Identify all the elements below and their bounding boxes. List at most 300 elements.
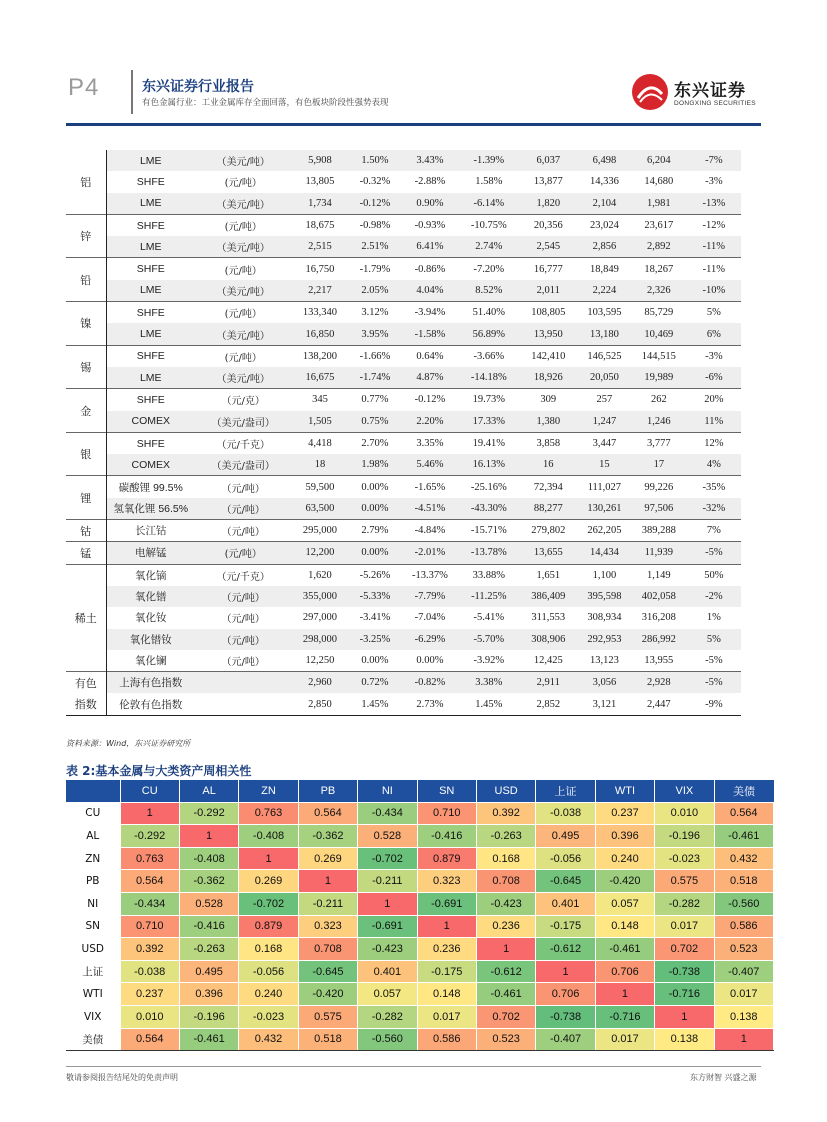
value-cell: -4.51% (401, 498, 458, 520)
value-cell: 2.70% (348, 432, 401, 454)
table-row (66, 629, 774, 650)
correlation-cell: 0.495 (536, 825, 595, 848)
correlation-cell: -0.408 (239, 825, 298, 848)
value-cell: 0.00% (348, 542, 401, 564)
header-row (66, 780, 774, 802)
row-header: CU (66, 802, 120, 825)
table-row (66, 672, 774, 694)
value-cell: 12% (686, 432, 741, 454)
value-cell: 13,180 (578, 323, 632, 345)
correlation-cell: -0.738 (536, 1005, 595, 1028)
correlation-cell: -0.196 (655, 825, 714, 848)
correlation-cell: -0.056 (536, 847, 595, 870)
value-cell: 63,500 (292, 498, 349, 520)
value-cell: 108,805 (519, 302, 578, 324)
value-cell: -7.79% (401, 586, 458, 607)
correlation-cell: 1 (536, 960, 595, 983)
value-cell: -5.70% (459, 629, 519, 650)
value-cell: 13,123 (589, 654, 619, 666)
row-header: SN (66, 915, 120, 938)
category-cell: 锂 (66, 476, 106, 520)
footer-rule (66, 1066, 761, 1067)
value-cell: -7% (686, 150, 741, 171)
exchange-cell: SHFE (106, 214, 195, 236)
correlation-cell: -0.461 (595, 938, 654, 961)
value-cell: -0.12% (348, 193, 401, 215)
value-cell: -3% (686, 345, 741, 367)
value-cell: 59,500 (292, 476, 349, 498)
table-row (66, 1028, 774, 1051)
value-cell: 130,261 (578, 498, 632, 520)
correlation-cell: 0.017 (655, 915, 714, 938)
value-cell: 6,204 (631, 150, 686, 171)
unit-cell: （美元/吨） (195, 280, 292, 302)
value-cell: 2,852 (519, 693, 578, 715)
exchange-cell: 氧化镧 (135, 654, 167, 667)
value-cell: 20,356 (519, 214, 578, 236)
table-row (66, 607, 774, 628)
value-cell: 4.87% (401, 367, 458, 389)
value-cell: 144,515 (631, 345, 686, 367)
table-row (66, 214, 774, 236)
value-cell: -1.65% (401, 476, 458, 498)
correlation-cell: 0.138 (655, 1028, 714, 1051)
value-cell: 0.00% (416, 654, 444, 666)
value-cell: -10% (686, 280, 741, 302)
correlation-cell: 0.432 (239, 1028, 298, 1051)
correlation-cell: -0.691 (358, 915, 417, 938)
row-header: ZN (66, 847, 120, 870)
value-cell: 0.64% (401, 345, 458, 367)
value-cell: -5% (686, 672, 741, 694)
value-cell: 6,037 (519, 150, 578, 171)
value-cell: -0.12% (401, 389, 458, 411)
correlation-cell: 0.401 (536, 892, 595, 915)
value-cell: 19,989 (631, 367, 686, 389)
value-cell: 133,340 (292, 302, 349, 324)
table-row (66, 411, 774, 433)
correlation-cell: -0.408 (179, 847, 238, 870)
correlation-cell: 0.017 (417, 1005, 476, 1028)
unit-cell: (元/吨） (195, 345, 292, 367)
table-row (66, 870, 774, 893)
value-cell: -0.82% (401, 672, 458, 694)
correlation-cell: 0.706 (595, 960, 654, 983)
correlation-cell: 0.879 (239, 915, 298, 938)
correlation-cell: 0.708 (298, 938, 357, 961)
exchange-cell: 长江钴 (106, 520, 195, 542)
unit-cell: （美元/吨） (195, 193, 292, 215)
exchange-cell: 氢氧化锂 56.5% (106, 498, 195, 520)
value-cell: -11% (686, 236, 741, 258)
correlation-cell: -0.612 (476, 960, 535, 983)
correlation-cell: 1 (655, 1005, 714, 1028)
value-cell: -14.18% (459, 367, 519, 389)
value-cell: 257 (578, 389, 632, 411)
value-cell: -10.75% (459, 214, 519, 236)
correlation-cell: -0.461 (476, 983, 535, 1006)
correlation-cell: 0.057 (358, 983, 417, 1006)
unit-cell: （美元/盎司） (195, 454, 292, 476)
correlation-cell: 0.269 (239, 870, 298, 893)
value-cell: 3.95% (348, 323, 401, 345)
correlation-cell: -0.175 (536, 915, 595, 938)
correlation-table (66, 780, 774, 1051)
value-cell: 1,981 (631, 193, 686, 215)
correlation-cell: 0.392 (476, 802, 535, 825)
correlation-cell: 1 (239, 847, 298, 870)
exchange-cell: 上海有色指数 (106, 672, 195, 694)
value-cell: 4% (686, 454, 741, 476)
correlation-cell: 1 (476, 938, 535, 961)
value-cell: 19.41% (459, 432, 519, 454)
value-cell: 85,729 (631, 302, 686, 324)
exchange-cell: COMEX (106, 411, 195, 433)
value-cell: 13,877 (533, 176, 563, 188)
exchange-cell: SHFE (106, 389, 195, 411)
column-header: NI (358, 780, 417, 802)
correlation-cell: 0.269 (298, 847, 357, 870)
exchange-cell: 氧化镝 (106, 564, 195, 586)
correlation-cell: 0.528 (358, 825, 417, 848)
value-cell: 3,777 (631, 432, 686, 454)
correlation-cell: 0.518 (298, 1028, 357, 1051)
value-cell: 1,149 (631, 564, 686, 586)
value-cell: 10,469 (631, 323, 686, 345)
value-cell: 1.58% (475, 176, 503, 188)
value-cell: 3.43% (401, 150, 458, 171)
value-cell: -5.26% (348, 564, 401, 586)
correlation-cell: 1 (417, 915, 476, 938)
exchange-cell: LME (106, 150, 195, 171)
value-cell: -0.86% (401, 258, 458, 280)
value-cell: 17 (631, 454, 686, 476)
row-header: AL (66, 825, 120, 848)
logo-name: 东兴证券 (674, 81, 746, 101)
row-header: NI (66, 892, 120, 915)
correlation-cell: 0.396 (179, 983, 238, 1006)
correlation-cell: -0.420 (298, 983, 357, 1006)
exchange-cell: LME (106, 236, 195, 258)
column-header: VIX (655, 780, 714, 802)
correlation-cell: 1 (714, 1028, 773, 1051)
value-cell: -3% (705, 176, 723, 188)
category-cell: 锰 (66, 542, 106, 564)
unit-cell: （元/克） (195, 389, 292, 411)
correlation-cell: 0.523 (476, 1028, 535, 1051)
value-cell: 12,200 (292, 542, 349, 564)
correlation-cell: 0.708 (476, 870, 535, 893)
correlation-cell: 0.401 (358, 960, 417, 983)
report-subtitle: 有色金属行业：工业金属库存全面回落，有色板块阶段性强势表现 (142, 98, 389, 108)
value-cell: -0.98% (348, 214, 401, 236)
value-cell: 16,777 (519, 258, 578, 280)
correlation-cell: -0.716 (655, 983, 714, 1006)
unit-cell: (元/吨） (195, 302, 292, 324)
value-cell: -5.41% (473, 612, 505, 624)
value-cell: 2.05% (348, 280, 401, 302)
value-cell: 103,595 (578, 302, 632, 324)
value-cell: 3,056 (578, 672, 632, 694)
unit-cell: （美元/吨） (195, 150, 292, 171)
correlation-cell: -0.282 (358, 1005, 417, 1028)
value-cell: 0.00% (361, 654, 389, 666)
correlation-cell: 0.710 (417, 802, 476, 825)
value-cell: 142,410 (519, 345, 578, 367)
metal-price-table (66, 150, 774, 716)
unit-cell (195, 672, 292, 694)
value-cell: 2,850 (292, 693, 349, 715)
unit-cell: （元/千克） (195, 564, 292, 586)
correlation-cell: -0.038 (536, 802, 595, 825)
value-cell: 2,104 (578, 193, 632, 215)
exchange-cell: LME (106, 323, 195, 345)
category-cell: 银 (66, 432, 106, 476)
correlation-cell: -0.023 (655, 847, 714, 870)
corner-cell (66, 780, 120, 802)
value-cell: 1,620 (292, 564, 349, 586)
value-cell: 14,680 (644, 176, 674, 188)
value-cell: -15.71% (459, 520, 519, 542)
value-cell: 18,267 (631, 258, 686, 280)
value-cell: 395,598 (578, 586, 632, 607)
value-cell: -7.20% (459, 258, 519, 280)
exchange-cell: SHFE (136, 175, 165, 188)
correlation-cell: -0.645 (298, 960, 357, 983)
value-cell: 2,960 (292, 672, 349, 694)
exchange-cell: 碳酸锂 99.5% (106, 476, 195, 498)
value-cell: 308,934 (587, 612, 622, 624)
value-cell: 23,024 (578, 214, 632, 236)
value-cell: 389,288 (631, 520, 686, 542)
value-cell: 1,651 (519, 564, 578, 586)
logo-emblem-icon (632, 74, 668, 110)
correlation-cell: 0.148 (595, 915, 654, 938)
table-row (66, 280, 774, 302)
value-cell: 16.13% (459, 454, 519, 476)
correlation-cell: -0.434 (120, 892, 179, 915)
exchange-cell: 氧化镨钕 (106, 629, 195, 650)
correlation-cell: 0.763 (239, 802, 298, 825)
correlation-cell: 0.586 (714, 915, 773, 938)
value-cell: 1,100 (578, 564, 632, 586)
value-cell: 3,447 (578, 432, 632, 454)
table-row (66, 650, 774, 672)
value-cell: 2.73% (401, 693, 458, 715)
correlation-cell: -0.702 (239, 892, 298, 915)
value-cell: 2,545 (519, 236, 578, 258)
table-row (66, 193, 774, 215)
value-cell: 5,908 (292, 150, 349, 171)
correlation-cell: -0.560 (714, 892, 773, 915)
value-cell: -6% (686, 367, 741, 389)
value-cell: 18,849 (578, 258, 632, 280)
value-cell: 292,953 (578, 629, 632, 650)
row-header: VIX (66, 1005, 120, 1028)
value-cell: -3.92% (473, 654, 505, 666)
correlation-cell: -0.211 (358, 870, 417, 893)
table-row (66, 1005, 774, 1028)
value-cell: 19.73% (459, 389, 519, 411)
value-cell: 345 (292, 389, 349, 411)
correlation-cell: -0.282 (655, 892, 714, 915)
value-cell: 13,655 (519, 542, 578, 564)
header-rule (66, 123, 761, 126)
unit-cell: (元/吨） (195, 214, 292, 236)
column-header: CU (120, 780, 179, 802)
value-cell: -9% (686, 693, 741, 715)
category-cell: 钴 (66, 520, 106, 542)
value-cell: 2.79% (348, 520, 401, 542)
table-row (66, 915, 774, 938)
value-cell: 20% (686, 389, 741, 411)
table-row (66, 520, 774, 542)
correlation-cell: 0.323 (417, 870, 476, 893)
unit-cell: (元/吨） (195, 542, 292, 564)
table-row (66, 236, 774, 258)
correlation-cell: 0.010 (655, 802, 714, 825)
value-cell: 297,000 (302, 612, 338, 624)
value-cell: 1,380 (519, 411, 578, 433)
unit-cell: (元/吨） (224, 178, 262, 190)
value-cell: -5% (705, 654, 723, 666)
correlation-cell: 0.237 (120, 983, 179, 1006)
value-cell: 2,928 (631, 672, 686, 694)
value-cell: 1,246 (631, 411, 686, 433)
value-cell: -43.30% (459, 498, 519, 520)
table-row (66, 432, 774, 454)
value-cell: -1.74% (348, 367, 401, 389)
column-header: 美债 (714, 780, 773, 802)
value-cell: 2,326 (631, 280, 686, 302)
correlation-cell: -0.716 (595, 1005, 654, 1028)
correlation-cell: -0.423 (476, 892, 535, 915)
value-cell: 56.89% (459, 323, 519, 345)
correlation-cell: 0.138 (714, 1005, 773, 1028)
value-cell: -13.78% (459, 542, 519, 564)
table-row (66, 825, 774, 848)
exchange-cell: SHFE (106, 302, 195, 324)
correlation-cell: 0.702 (655, 938, 714, 961)
unit-cell: （元/吨） (195, 498, 292, 520)
table-row (66, 323, 774, 345)
value-cell: -0.93% (401, 214, 458, 236)
correlation-cell: 0.168 (476, 847, 535, 870)
correlation-cell: 0.702 (476, 1005, 535, 1028)
value-cell: 33.88% (459, 564, 519, 586)
table-row (66, 892, 774, 915)
value-cell: -1.39% (459, 150, 519, 171)
table-row (66, 476, 774, 498)
value-cell: 295,000 (292, 520, 349, 542)
value-cell: 1,734 (292, 193, 349, 215)
value-cell: -6.14% (459, 193, 519, 215)
value-cell: 5% (686, 302, 741, 324)
column-header: AL (179, 780, 238, 802)
value-cell: 1% (706, 612, 721, 624)
value-cell: 3.38% (459, 672, 519, 694)
value-cell: -35% (686, 476, 741, 498)
value-cell: -3.41% (359, 612, 391, 624)
value-cell: 16 (519, 454, 578, 476)
correlation-cell: -0.461 (714, 825, 773, 848)
value-cell: -2.88% (414, 176, 446, 188)
value-cell: 8.52% (459, 280, 519, 302)
value-cell: 316,208 (641, 612, 676, 624)
table2-title: 表 2:基本金属与大类资产周相关性 (66, 764, 252, 778)
exchange-cell: LME (106, 280, 195, 302)
value-cell: 2.20% (401, 411, 458, 433)
correlation-cell: 0.240 (595, 847, 654, 870)
category-cell: 锡 (66, 345, 106, 389)
unit-cell: (元/吨） (195, 258, 292, 280)
column-header: 上证 (536, 780, 595, 802)
correlation-cell: -0.362 (179, 870, 238, 893)
correlation-cell: 0.236 (476, 915, 535, 938)
value-cell: 0.00% (348, 498, 401, 520)
correlation-cell: -0.056 (239, 960, 298, 983)
value-cell: 1,820 (519, 193, 578, 215)
correlation-cell: -0.691 (417, 892, 476, 915)
category-cell: 稀土 (66, 564, 106, 671)
unit-cell: （美元/吨） (195, 323, 292, 345)
correlation-cell: -0.423 (358, 938, 417, 961)
correlation-cell: 0.518 (714, 870, 773, 893)
value-cell: 50% (686, 564, 741, 586)
value-cell: 2,217 (292, 280, 349, 302)
value-cell: 14,336 (589, 176, 619, 188)
header-divider (131, 70, 133, 114)
value-cell: 6% (686, 323, 741, 345)
correlation-cell: 1 (298, 870, 357, 893)
correlation-cell: 1 (358, 892, 417, 915)
value-cell: -3.25% (348, 629, 401, 650)
value-cell: -12% (686, 214, 741, 236)
row-header: 美债 (66, 1028, 120, 1051)
value-cell: 1,505 (292, 411, 349, 433)
exchange-cell: SHFE (106, 258, 195, 280)
correlation-cell: -0.407 (714, 960, 773, 983)
value-cell: 262,205 (578, 520, 632, 542)
value-cell: 16,750 (292, 258, 349, 280)
table-row (66, 389, 774, 411)
unit-cell: （元/吨） (195, 629, 292, 650)
value-cell: 15 (578, 454, 632, 476)
table-row (66, 345, 774, 367)
category-cell: 铅 (66, 258, 106, 302)
correlation-cell: -0.416 (417, 825, 476, 848)
unit-cell: （美元/盎司） (195, 411, 292, 433)
unit-cell: （元/吨） (195, 586, 292, 607)
value-cell: 16,675 (292, 367, 349, 389)
value-cell: 262 (631, 389, 686, 411)
value-cell: 309 (519, 389, 578, 411)
unit-cell: （元/吨） (221, 656, 265, 668)
value-cell: 2,011 (519, 280, 578, 302)
correlation-cell: 0.575 (298, 1005, 357, 1028)
value-cell: 286,992 (631, 629, 686, 650)
correlation-cell: 0.564 (714, 802, 773, 825)
category-cell: 有色 (66, 672, 106, 694)
unit-cell: （美元/吨） (195, 236, 292, 258)
table-row (66, 693, 774, 715)
correlation-cell: 0.564 (120, 870, 179, 893)
row-header: USD (66, 938, 120, 961)
value-cell: 279,802 (519, 520, 578, 542)
correlation-cell: -0.420 (595, 870, 654, 893)
logo-english-name: DONGXING SECURITIES (674, 100, 756, 107)
table-row (66, 564, 774, 586)
